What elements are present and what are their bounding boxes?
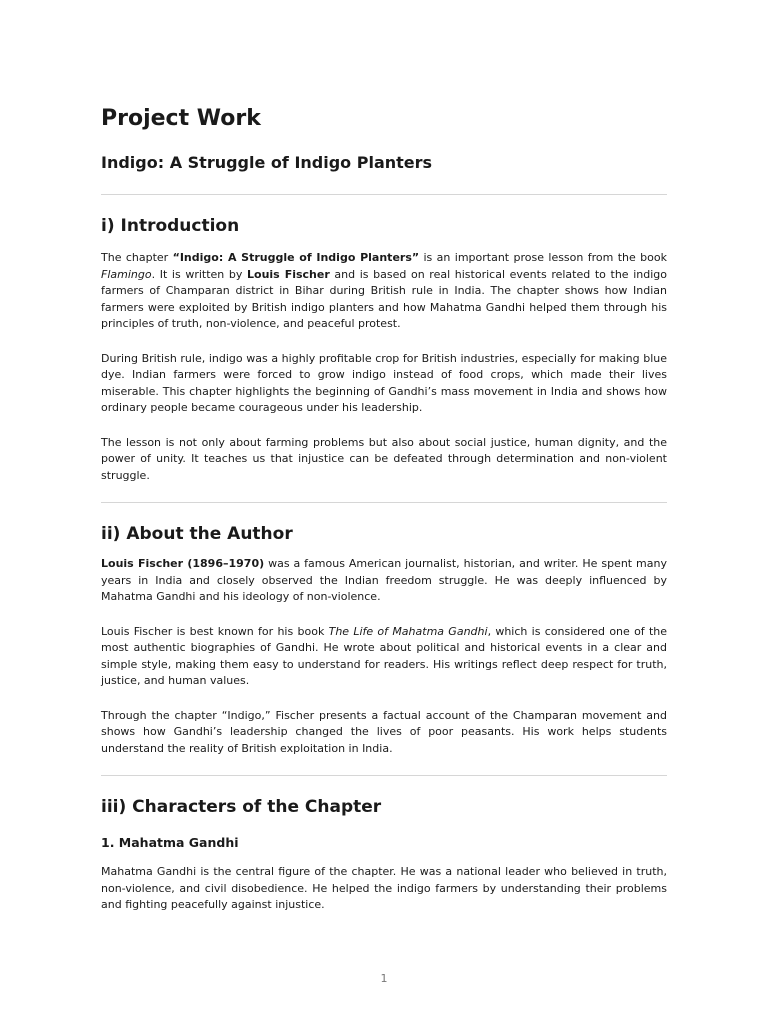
book-title-italic: The Life of Mahatma Gandhi	[328, 624, 488, 638]
section-divider	[101, 775, 667, 776]
section-divider	[101, 502, 667, 503]
character-paragraph-1: Mahatma Gandhi is the central figure of the chapter. He was a national leader who believed in truth, non-violence, and civil disobedience. He helped the indigo farmers by understanding their problems and fighting peacefully against injustice.	[101, 865, 667, 911]
text-run: , which is considered one of the most authentic biographies of Gandhi. He wrote about political and historical events in a clear and simple style, making them easy to understand for readers. His writings reflect deep respect for truth, justice, and human values.	[101, 624, 667, 687]
characters-heading: iii) Characters of the Chapter	[101, 797, 382, 817]
text-run: is an important prose lesson from the book	[419, 251, 667, 264]
section-divider	[101, 194, 667, 195]
author-section	[101, 522, 667, 757]
text-run: Louis Fischer is best known for his book	[101, 624, 329, 638]
introduction-paragraph-3: The lesson is not only about farming problems but also about social justice, human dignity, and the power of unity. It teaches us that injustice can be defeated through determination and non-violent struggle.	[101, 435, 667, 482]
text-run: was a famous American journalist, historian, and writer. He spent many years in India and closely observed the Indian freedom struggle. He was deeply influenced by Mahatma Gandhi and his ideology of non-violence.	[101, 557, 667, 603]
text-run: . It is written by	[151, 267, 248, 281]
document-title: Project Work	[101, 106, 261, 131]
characters-section	[101, 795, 667, 914]
chapter-title-bold: “Indigo: A Struggle of Indigo Planters”	[172, 251, 420, 264]
text-run: and is based on real historical events related to the indigo farmers of Champaran district in Bihar during British rule in India. The chapter shows how Indian farmers were exploited by British indigo planters and how Mahatma Gandhi helped them through his principles of truth, non-violence, and peaceful protest.	[101, 267, 667, 330]
book-title-italic: Flamingo	[101, 267, 152, 281]
document-page	[101, 104, 667, 914]
introduction-section	[101, 214, 667, 484]
author-heading: ii) About the Author	[101, 524, 293, 544]
character-subheading: 1. Mahatma Gandhi	[101, 835, 239, 850]
introduction-heading: i) Introduction	[101, 216, 240, 236]
introduction-paragraph-1	[101, 250, 667, 333]
author-paragraph-2	[101, 624, 667, 690]
introduction-paragraph-2: During British rule, indigo was a highly profitable crop for British industries, especially for making blue dye. Indian farmers were forced to grow indigo instead of food crops, which made their lives miserable. This chapter highlights the beginning of Gandhi’s mass movement in India and shows how ordinary people became courageous under his leadership.	[101, 351, 667, 414]
page-number: 1	[380, 972, 388, 985]
author-name-bold: Louis Fischer	[247, 267, 330, 281]
author-name-bold: Louis Fischer (1896–1970)	[101, 557, 265, 570]
text-run: The chapter	[101, 251, 173, 264]
author-paragraph-3: Through the chapter “Indigo,” Fischer presents a factual account of the Champaran movement and shows how Gandhi’s leadership changed the lives of poor peasants. His work helps students understand the reality of British exploitation in India.	[101, 708, 667, 755]
author-paragraph-1	[101, 556, 667, 606]
document-subtitle: Indigo: A Struggle of Indigo Planters	[101, 153, 433, 172]
